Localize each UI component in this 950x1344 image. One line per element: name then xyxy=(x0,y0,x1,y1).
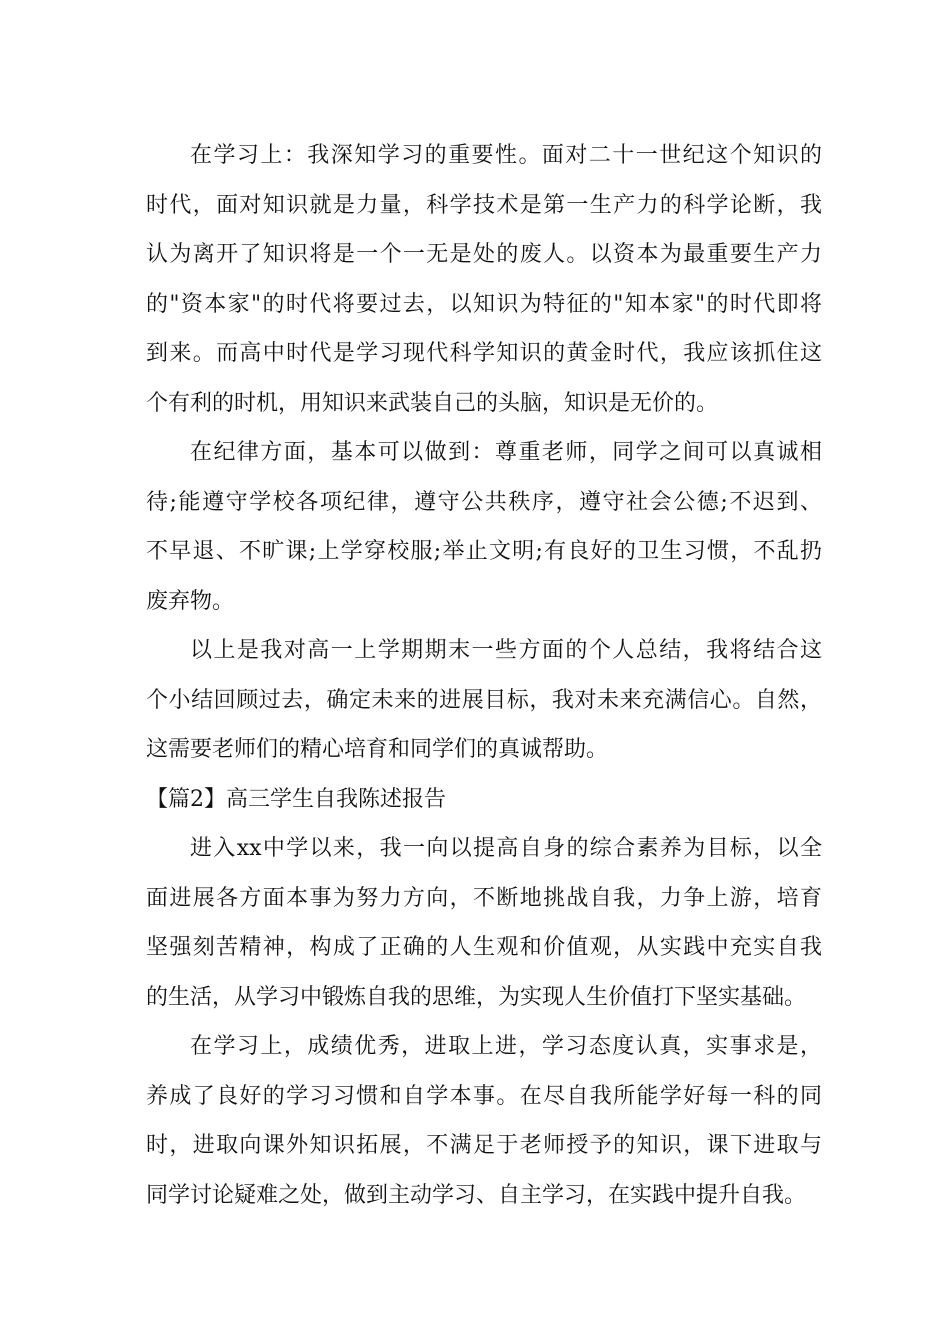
paragraph-summary xyxy=(146,626,822,775)
paragraph-intro xyxy=(146,824,822,1022)
document-body xyxy=(146,131,822,1220)
paragraph-line: 养成了良好的学习习惯和自学本事。在尽自我所能学好每一科的同 xyxy=(146,1083,822,1109)
paragraph-line: 个有利的时机，用知识来武装自己的头脑，知识是无价的。 xyxy=(146,390,719,416)
paragraph-line: 个小结回顾过去，确定未来的进展目标，我对未来充满信心。自然， xyxy=(146,687,822,713)
paragraph-line: 这需要老师们的精心培育和同学们的真诚帮助。 xyxy=(146,737,609,762)
paragraph-learning xyxy=(146,1022,822,1220)
paragraph-study xyxy=(146,131,822,428)
paragraph-line: 面进展各方面本事为努力方向，不断地挑战自我，力争上游，培育 xyxy=(146,885,822,911)
paragraph-line: 不早退、不旷课;上学穿校服;举止文明;有良好的卫生习惯，不乱扔 xyxy=(146,539,822,564)
paragraph-line: 认为离开了知识将是一个一无是处的废人。以资本为最重要生产力 xyxy=(146,242,822,267)
paragraph-line: 时代，面对知识就是力量，科学技术是第一生产力的科学论断，我 xyxy=(146,192,822,218)
paragraph-line: 废弃物。 xyxy=(146,588,235,614)
section-heading: 【篇2】高三学生自我陈述报告 xyxy=(146,786,446,812)
paragraph-line: 在学习上：我深知学习的重要性。面对二十一世纪这个知识的 xyxy=(190,143,822,168)
paragraph-line: 的生活，从学习中锻炼自我的思维，为实现人生价值打下坚实基础。 xyxy=(146,984,807,1010)
paragraph-discipline xyxy=(146,428,822,626)
paragraph-line: 以上是我对高一上学期期末一些方面的个人总结，我将结合这 xyxy=(190,638,822,663)
paragraph-line: 坚强刻苦精神，构成了正确的人生观和价值观，从实践中充实自我 xyxy=(146,935,822,960)
paragraph-line: 的"资本家"的时代将要过去，以知识为特征的"知本家"的时代即将 xyxy=(146,291,822,317)
paragraph-line: 同学讨论疑难之处，做到主动学习、自主学习，在实践中提升自我。 xyxy=(146,1182,807,1208)
paragraph-line: 在纪律方面，基本可以做到：尊重老师，同学之间可以真诚相 xyxy=(190,440,822,465)
paragraph-line: 进入xx中学以来，我一向以提高自身的综合素养为目标，以全 xyxy=(190,836,822,861)
paragraph-line: 到来。而高中时代是学习现代科学知识的黄金时代，我应该抓住这 xyxy=(146,341,822,366)
paragraph-line: 时，进取向课外知识拓展，不满足于老师授予的知识，课下进取与 xyxy=(146,1133,822,1158)
paragraph-line: 在学习上，成绩优秀，进取上进，学习态度认真，实事求是， xyxy=(190,1034,822,1059)
paragraph-line: 待;能遵守学校各项纪律，遵守公共秩序，遵守社会公德;不迟到、 xyxy=(146,489,822,515)
